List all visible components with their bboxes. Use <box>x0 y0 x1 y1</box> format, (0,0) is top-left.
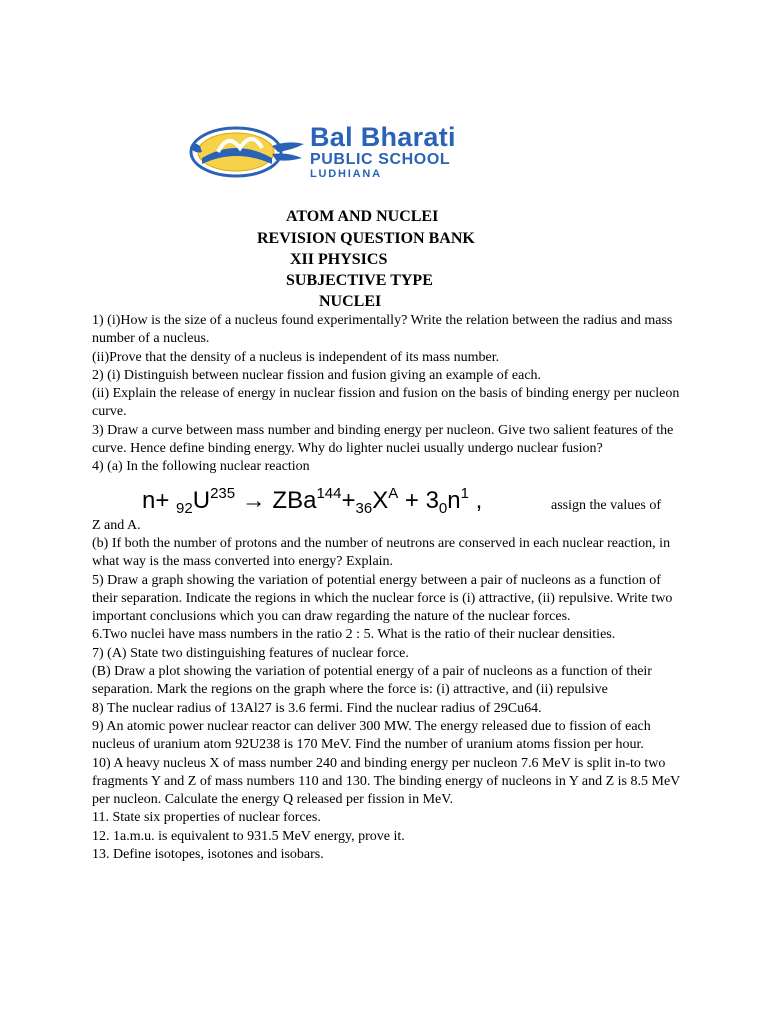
section-title-nuclei: NUCLEI <box>319 293 382 310</box>
question-7-part-a: 7) (A) State two distinguishing features of nuclear force. <box>92 645 409 661</box>
question-7-part-b: (B) Draw a plot showing the variation of potential energy of a pair of nucleons as a function of their separation. Mark the regions on the graph where the force is: (i) attractive, and (ii) repulsive <box>92 664 652 698</box>
question-1-part-ii: (ii)Prove that the density of a nucleus is independent of its mass number. <box>92 349 500 365</box>
question-4-part-a-end: Z and A. <box>92 517 141 533</box>
nuclear-reaction-equation-row <box>92 477 682 517</box>
question-11: 11. State six properties of nuclear forces. <box>92 810 321 826</box>
question-10: 10) A heavy nucleus X of mass number 240 and binding energy per nucleon 7.6 MeV is split in-to two fragments Y and Z of mass numbers 110 and 130. The binding energy of nucleons in Y and Z is 8.5 MeV per nucleon. Calculate the energy Q released per fission in MeV. <box>92 755 681 808</box>
school-type: PUBLIC SCHOOL <box>310 151 451 168</box>
question-9: 9) An atomic power nuclear reactor can deliver 300 MW. The energy released due to fission of each nucleus of uranium atom 92U238 is 170 MeV. Find the number of uranium atoms fission per hour. <box>92 718 651 753</box>
title-revision-question-bank: REVISION QUESTION BANK <box>257 230 475 247</box>
question-13: 13. Define isotopes, isotones and isobars. <box>92 847 324 863</box>
title-atom-and-nuclei: ATOM AND NUCLEI <box>286 208 439 225</box>
question-4-part-b: (b) If both the number of protons and the number of neutrons are conserved in each nuclear reaction, in what way is the mass converted into energy? Explain. <box>92 535 671 570</box>
question-2-part-ii: (ii) Explain the release of energy in nuclear fission and fusion on the basis of binding energy per nucleon curve. <box>92 386 680 420</box>
nuclear-reaction-equation: $n+ _{92}U^{235} \to ZBa^{144}+_{36}X^A + 3_0n^1$ , <box>142 484 483 517</box>
title-class-subject: XII PHYSICS <box>290 251 388 268</box>
question-4-part-a: 4) (a) In the following nuclear reaction <box>92 459 310 475</box>
question-8: 8) The nuclear radius of 13Al27 is 3.6 fermi. Find the nuclear radius of 29Cu64. <box>92 700 542 716</box>
question-6: 6.Two nuclei have mass numbers in the ratio 2 : 5. What is the ratio of their nuclear densities. <box>92 627 616 643</box>
title-question-type: SUBJECTIVE TYPE <box>286 272 433 289</box>
question-3: 3) Draw a curve between mass number and binding energy per nucleon. Give two salient features of the curve. Hence define binding energy. Why do lighter nuclei usually undergo nuclear fusion? <box>92 422 674 457</box>
question-list <box>92 312 682 864</box>
question-2-part-i: 2) (i) Distinguish between nuclear fission and fusion giving an example of each. <box>92 367 542 383</box>
question-12: 12. 1a.m.u. is equivalent to 931.5 MeV energy, prove it. <box>92 828 405 844</box>
question-1-part-i: 1) (i)How is the size of a nucleus found experimentally? Write the relation between the radius and mass number of a nucleus. <box>92 313 673 347</box>
question-5: 5) Draw a graph showing the variation of potential energy between a pair of nucleons as a function of their separation. Indicate the regions in which the nuclear force is (i) attractive, (ii) repulsive. Write two important conclusions which you can draw regarding the nature of the nuclear forces. <box>92 572 673 625</box>
school-emblem-icon <box>188 118 308 184</box>
school-city: LUDHIANA <box>310 168 382 180</box>
equation-trailing-text: assign the values of <box>551 497 662 513</box>
school-name: Bal Bharati <box>310 122 456 152</box>
school-logo <box>188 118 508 184</box>
